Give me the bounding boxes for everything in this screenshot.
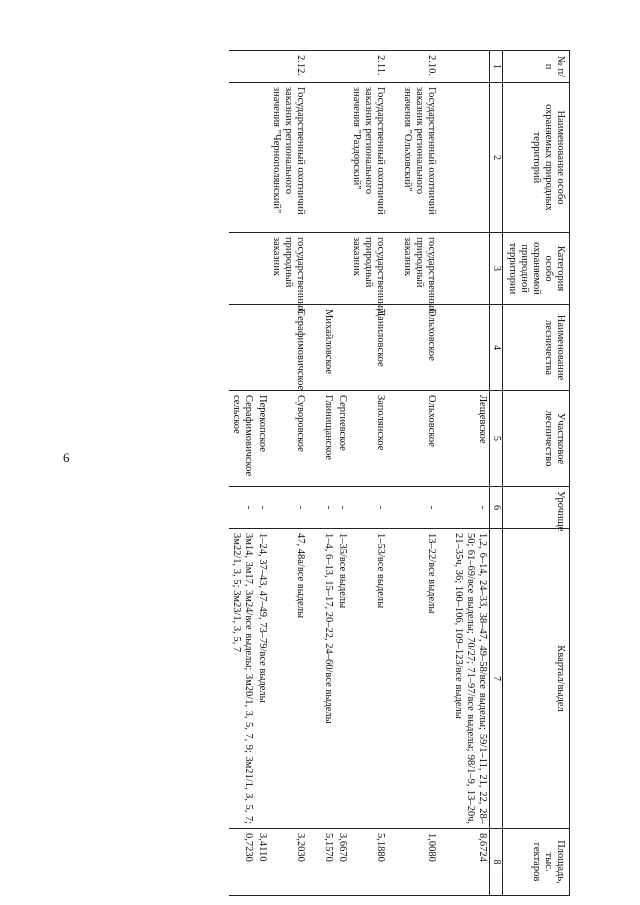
col-header-district: Участковое лесничество: [502, 391, 569, 487]
cell-category: [335, 233, 349, 305]
col-header-area: Площадь, тыс. гектаров: [502, 829, 569, 896]
cell-quarter: 1,2, 6–14, 24–33, 38–47, 49–58/все выделы; 59/1–11, 21, 22, 28–50; 61–69/все выделы; 70/27; 71–97/все выделы; 98/1–9, 13–20ч, 21–35ч, 36; 100–106, 109–123/все выделы: [451, 529, 490, 829]
cell-area: 5,1570: [321, 829, 335, 896]
col-header-category: Категория особо охраняемой природной территории: [502, 233, 569, 305]
table-row: [229, 51, 255, 896]
cell-forestry: Серафимовичское: [269, 305, 320, 391]
col-number: 6: [490, 487, 503, 529]
table-header-row: [502, 51, 569, 896]
cell-num: [335, 51, 349, 83]
cell-category: государственный природный заказник: [269, 233, 320, 305]
cell-tract: -: [400, 487, 451, 529]
col-number: 7: [490, 529, 503, 829]
cell-num: 2.10.: [400, 51, 451, 83]
cell-quarter: 3м14, 3м17, 3м24/все выделы; 3м20/1, 3, 5, 7, 9; 3м21/1, 3, 5, 7; 3м22/1, 3, 5; 3м23/1, 3, 5, 7: [229, 529, 255, 829]
cell-area: 1,0080: [400, 829, 451, 896]
cell-tract: -: [321, 487, 335, 529]
cell-name: Государственный охотничий заказник регионального значения "Чернополянский": [269, 83, 320, 233]
cell-num: [229, 51, 255, 83]
cell-category: [255, 233, 269, 305]
cell-forestry: [451, 305, 490, 391]
table-row: [269, 51, 320, 896]
cell-quarter: 47, 48а/все выделы: [269, 529, 320, 829]
col-header-name: Наименование особо охраняемых природных территорий: [502, 83, 569, 233]
cell-tract: -: [255, 487, 269, 529]
cell-num: [451, 51, 490, 83]
cell-area: 5,1880: [349, 829, 400, 896]
col-number: 1: [490, 51, 503, 83]
col-number: 2: [490, 83, 503, 233]
col-header-tract: Урочище: [502, 487, 569, 529]
cell-name: Государственный охотничий заказник регионального значения "Ольховский": [400, 83, 451, 233]
cell-forestry: Михайловское: [321, 305, 335, 391]
cell-tract: -: [451, 487, 490, 529]
col-header-forestry: Наименование лесничества: [502, 305, 569, 391]
column-number-row: [490, 51, 503, 896]
col-header-num: № п/п: [502, 51, 569, 83]
cell-quarter: 1–53/все выделы: [349, 529, 400, 829]
table-row: [349, 51, 400, 896]
col-header-quarter: Квартал/выдел: [502, 529, 569, 829]
cell-quarter: 1–35/все выделы: [335, 529, 349, 829]
cell-category: [229, 233, 255, 305]
col-number: 5: [490, 391, 503, 487]
cell-forestry: [229, 305, 255, 391]
cell-district: Перекопское: [255, 391, 269, 487]
col-number: 4: [490, 305, 503, 391]
cell-forestry: [335, 305, 349, 391]
cell-area: 8,6724: [451, 829, 490, 896]
cell-name: [321, 83, 335, 233]
cell-tract: -: [349, 487, 400, 529]
cell-tract: -: [269, 487, 320, 529]
cell-category: государственный природный заказник: [400, 233, 451, 305]
cell-num: [321, 51, 335, 83]
table-row: [451, 51, 490, 896]
table-row: [400, 51, 451, 896]
cell-category: [451, 233, 490, 305]
cell-name: Государственный охотничий заказник регионального значения "Раздорский": [349, 83, 400, 233]
cell-name: [335, 83, 349, 233]
rotated-table-sheet: [40, 50, 570, 895]
page-number: 6: [63, 450, 70, 465]
table-row: [335, 51, 349, 896]
cell-category: [321, 233, 335, 305]
cell-tract: -: [335, 487, 349, 529]
col-number: 3: [490, 233, 503, 305]
cell-name: [451, 83, 490, 233]
cell-area: 3,4110: [255, 829, 269, 896]
cell-category: государственный природный заказник: [349, 233, 400, 305]
table-row: [321, 51, 335, 896]
cell-district: Суворовское: [269, 391, 320, 487]
cell-num: 2.11.: [349, 51, 400, 83]
protected-areas-table: [229, 50, 570, 896]
cell-district: Сергиевское: [335, 391, 349, 487]
cell-quarter: 13–22/все выделы: [400, 529, 451, 829]
cell-district: Ольховское: [400, 391, 451, 487]
cell-area: 3,2030: [269, 829, 320, 896]
cell-forestry: Даниловское: [349, 305, 400, 391]
cell-tract: -: [229, 487, 255, 529]
cell-area: 0,7230: [229, 829, 255, 896]
cell-forestry: Ольховское: [400, 305, 451, 391]
cell-quarter: 1–24, 37–43, 47–49, 73–79/все выделы: [255, 529, 269, 829]
cell-name: [255, 83, 269, 233]
cell-district: Заполянское: [349, 391, 400, 487]
cell-district: Глинищанское: [321, 391, 335, 487]
cell-area: 3,6670: [335, 829, 349, 896]
cell-district: Серафимовичское сельское: [229, 391, 255, 487]
col-number: 8: [490, 829, 503, 896]
cell-forestry: [255, 305, 269, 391]
cell-name: [229, 83, 255, 233]
cell-quarter: 1–4, 6–13, 15–17, 20–22, 24–60/все выделы: [321, 529, 335, 829]
cell-district: Лещевское: [451, 391, 490, 487]
cell-num: [255, 51, 269, 83]
table-row: [255, 51, 269, 896]
cell-num: 2.12.: [269, 51, 320, 83]
